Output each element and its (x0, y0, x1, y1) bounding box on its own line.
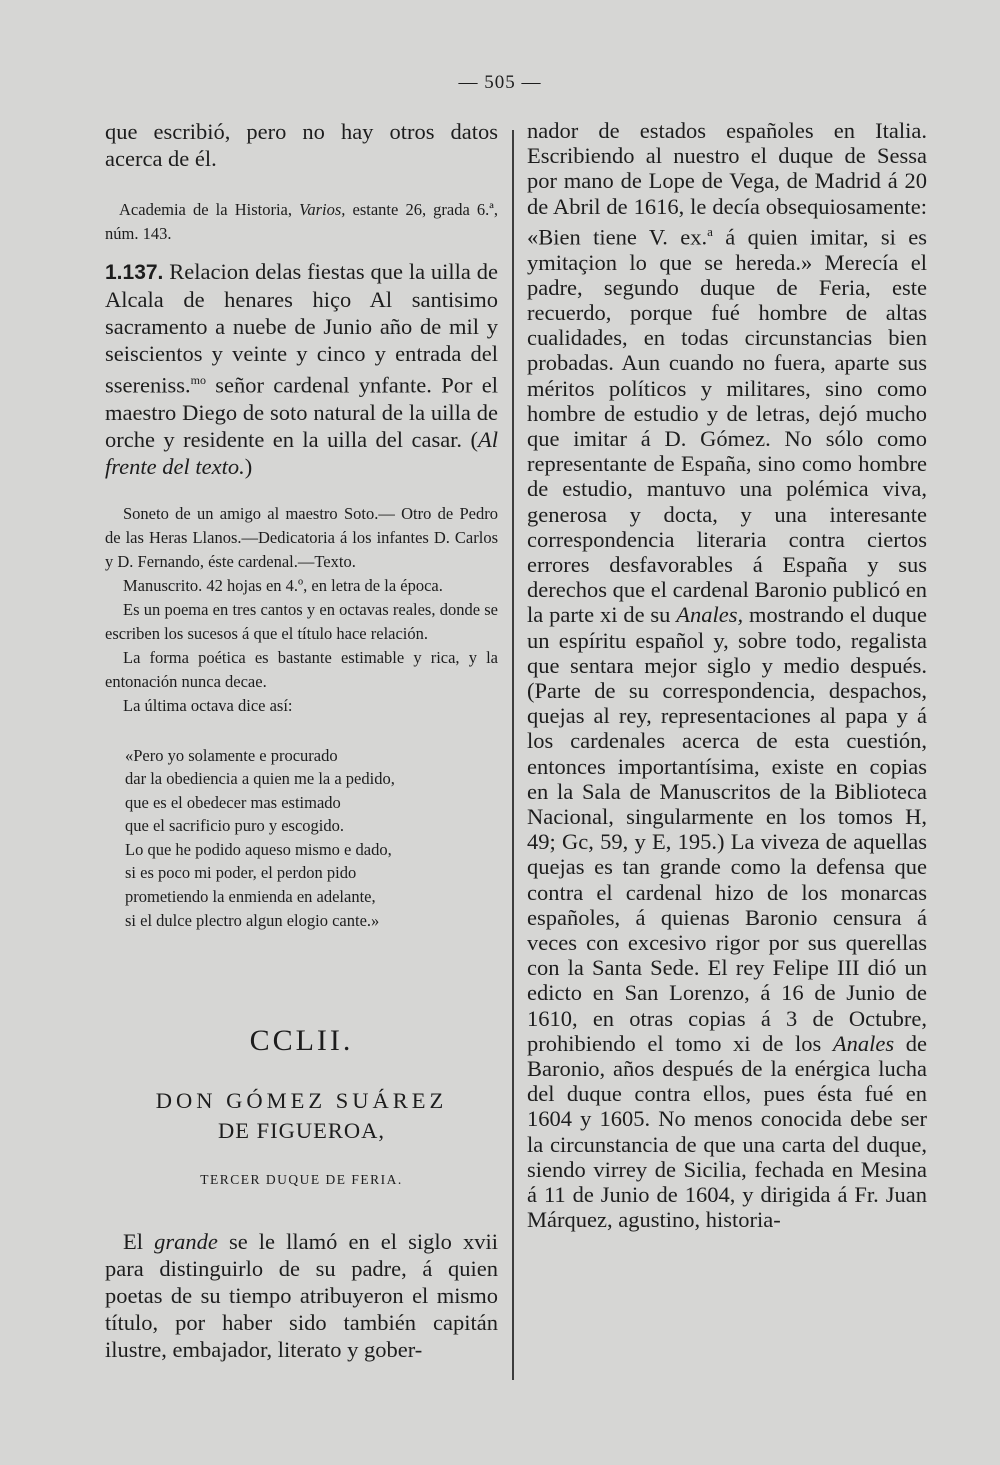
entry-detail: Soneto de un amigo al maestro Soto.— Otro de Pedro de las Heras Llanos.—Dedicatoria á los infantes D. Carlos y D. Fernando, éste cardenal.—Texto. (105, 503, 498, 571)
right-text-a: nador de estados españoles en Italia. Escribiendo al nuestro el duque de Sessa por mano de Lope de Vega, de Madrid á 20 de Abril de 1616, le decía obsequiosamente: «Bien tiene V. ex. (527, 118, 927, 250)
entry-detail: Es un poema en tres cantos y en octavas reales, donde se escriben los sucesos á que el título hace relación. (105, 599, 498, 643)
ref-text-a: Academia de la Historia, (119, 200, 300, 219)
right-text-c: mostrando el duque un espíritu español y, sobre todo, regalista que sentara mejor siglo y medio después. (Parte de su correspondencia, despachos, quejas al rey, representaciones al papa y á los cardenales acerca de esta cuestión, entonces importantísima, existe en copias en la Sala de Manuscritos de la Biblioteca Nacional, singularmente en los tomos H, 49; Gc, 59, y E, 195.) La viveza de aquellas quejas es tan grande como la defensa que contra el cardenal hizo de los monarcas españoles, á quienas Baronio censura á veces con excesivo rigor por sus querellas con la Santa Sede. El rey Felipe III dió un edicto en San Lorenzo, á 16 de Junio de 1610, en otras copias á 3 de Octubre, prohibiendo el tomo xi de los (527, 602, 927, 1056)
poem-line: que el sacrificio puro y escogido. (125, 816, 345, 836)
entry-text-c: ) (244, 453, 253, 479)
right-column-text (527, 118, 927, 1232)
poem-line: prometiendo la enmienda en adelante, (125, 887, 376, 907)
right-italic-anales-1: Anales, (676, 602, 744, 628)
poem-line: si el dulce plectro algun elogio cante.» (125, 910, 380, 930)
poem-line: «Pero yo solamente e procurado (125, 745, 338, 765)
ref-text-c: estante 26, grada 6.ª, núm. 143. (105, 200, 498, 243)
right-text-b: á quien imitar, si es ymitaçion lo que se hereda.» Merecía el padre, segundo duque de Feria, este recuerdo, porque fué hombre de altas cualidades, en todas circunstancias bien probadas. Aun cuando no fuera, aparte sus méritos políticos y militares, sino como hombre de estudio y de letras, dejó mucho que imitar á D. Gómez. No sólo como representante de España, sino como hombre de estudio, mantuvo una polémica viva, generosa y docta, y una interesante correspondencia literaria contra ciertos errores desfavorables á España y sus derechos que el cardenal Baronio publicó en la parte xi de su (527, 224, 927, 628)
intro-italic: grande (154, 1229, 218, 1255)
entry-detail: Manuscrito. 42 hojas en 4.º, en letra de la época. (123, 575, 443, 595)
right-column (527, 118, 927, 1232)
entry-italic: Al frente del texto. (105, 426, 498, 479)
column-divider (512, 130, 514, 1380)
author-name-line-2: DE FIGUEROA, (218, 1118, 385, 1144)
poem-line: que es el obedecer mas estimado (125, 792, 341, 812)
intro-paragraph (105, 1228, 498, 1363)
entry-text-b: señor cardenal ynfante. Por el maestro Diego de soto natural de la uilla de orche y residente en la uilla del casar. ( (105, 372, 498, 452)
right-text-d: de Baronio, años después de la enérgica lucha del duque contra ellos, pues ésta fué en 1604 y 1605. No menos conocida debe ser la circunstancia de que una carta del duque, siendo virrey de Sicilia, fechada en Mesina á 11 de Junio de 1604, y dirigida á Fr. Juan Márquez, agustino, historia- (527, 1030, 927, 1233)
entry-detail: La forma poética es bastante estimable y rica, y la entonación nunca decae. (105, 647, 498, 691)
poem-line: Lo que he podido aqueso mismo e dado, (125, 839, 392, 859)
page-number: — 505 — (458, 72, 542, 93)
opening-paragraph: que escribió, pero no hay otros datos acerca de él. (105, 119, 498, 171)
catalog-entry (105, 258, 498, 480)
author-title: TERCER DUQUE DE FERIA. (200, 1172, 403, 1188)
right-superscript: a (707, 223, 713, 239)
intro-text-a: El (123, 1229, 155, 1255)
entry-superscript: mo (190, 373, 206, 387)
author-name-line-1: DON GÓMEZ SUÁREZ (155, 1088, 448, 1114)
reference-note (105, 198, 498, 246)
right-italic-anales-2: Anales (832, 1030, 895, 1056)
poem-line: si es poco mi poder, el perdon pido (125, 863, 357, 883)
entry-detail: La última octava dice así: (123, 695, 293, 715)
intro-text-b: se le llamó en el siglo xvii para distinguirlo de su padre, á quien poetas de su tiempo atribuyeron el mismo título, por haber sido también capitán ilustre, embajador, literato y gober- (105, 1229, 498, 1363)
entry-text-a: Relacion delas fiestas que la uilla de Alcala de henares hiço Al santisimo sacramento a nuebe de Junio año de mil y seiscientos y veinte y cinco y entrada del ssereniss. (105, 259, 498, 398)
poem-stanza (125, 744, 498, 933)
section-number: CCLII. (249, 1024, 354, 1058)
entry-number: 1.137. (105, 261, 164, 284)
poem-line: dar la obediencia a quien me la a pedido, (125, 769, 395, 789)
left-column (105, 118, 498, 1363)
ref-italic: Varios, (299, 200, 346, 219)
